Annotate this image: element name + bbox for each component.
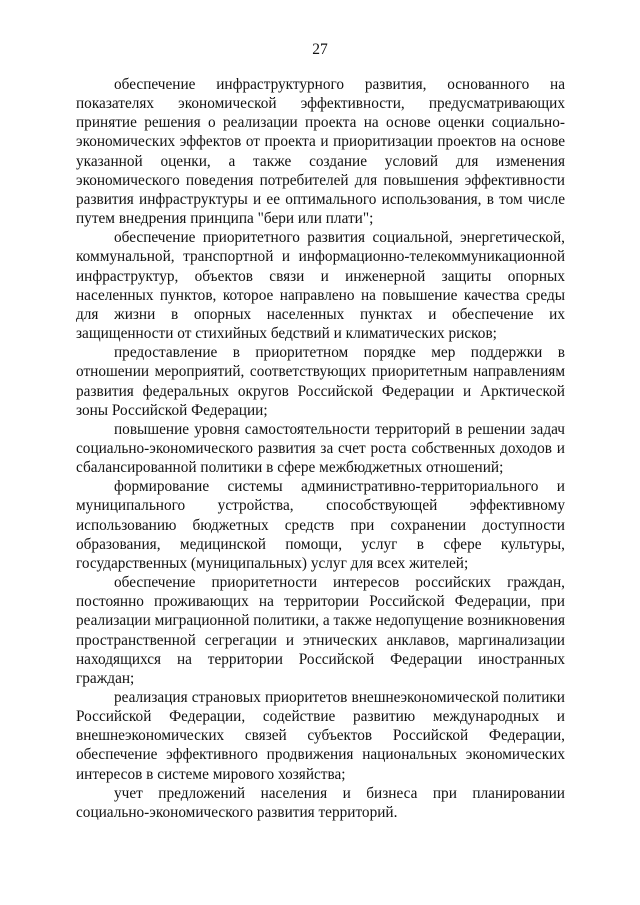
paragraph-migration-policy: обеспечение приоритетности интересов российских граждан, постоянно проживающих на территории Российской Федерации, при реализации миграционной политики, а также недопущение возникновения пространственной сегрегации и этнических анклавов, маргинализации находящихся на территории Российской Федерации иностранных граждан; [76,574,565,687]
paragraph-public-proposals: учет предложений населения и бизнеса при планировании социально-экономического развития территорий. [76,784,565,821]
paragraph-administrative-system: формирование системы административно-территориального и муниципального устройства, способствующей эффективному использованию бюджетных средств при сохранении доступности образования, медицинской помощи, услуг в сфере культуры, государственных (муниципальных) услуг для всех жителей; [76,478,565,572]
paragraph-infrastructure-development: обеспечение инфраструктурного развития, основанного на показателях экономической эффективности, предусматривающих принятие решения о реализации проекта на основе оценки социально-экономических эффектов от проекта и приоритизации проектов на основе указанной оценки, а также создание условий для изменения экономического поведения потребителей для повышения эффективности развития инфраструктуры и ее оптимального использования, в том числе путем внедрения принципа "бери или плати"; [76,76,565,228]
page-number: 27 [312,41,328,58]
paragraph-priority-infrastructure: обеспечение приоритетного развития социальной, энергетической, коммунальной, транспортной и информационно-телекоммуникационной инфраструктур, объектов связи и инженерной защиты опорных населенных пунктов, которое направлено на повышение качества среды для жизни в опорных населенных пунктах и обеспечение их защищенности от стихийных бедствий и климатических рисков; [76,229,565,343]
paragraph-support-measures: предоставление в приоритетном порядке мер поддержки в отношении мероприятий, соответствующих приоритетным направлениям развития федеральных округов Российской Федерации и Арктической зоны Российской Федерации; [76,344,565,419]
paragraph-territorial-autonomy: повышение уровня самостоятельности территорий в решении задач социально-экономического развития за счет роста собственных доходов и сбалансированной политики в сфере межбюджетных отношений; [76,420,565,477]
document-body [76,75,565,822]
paragraph-foreign-economic-policy: реализация страновых приоритетов внешнеэкономической политики Российской Федерации, содействие развитию международных и внешнеэкономических связей субъектов Российской Федерации, обеспечение эффективного продвижения национальных экономических интересов в системе мирового хозяйства; [76,689,565,783]
